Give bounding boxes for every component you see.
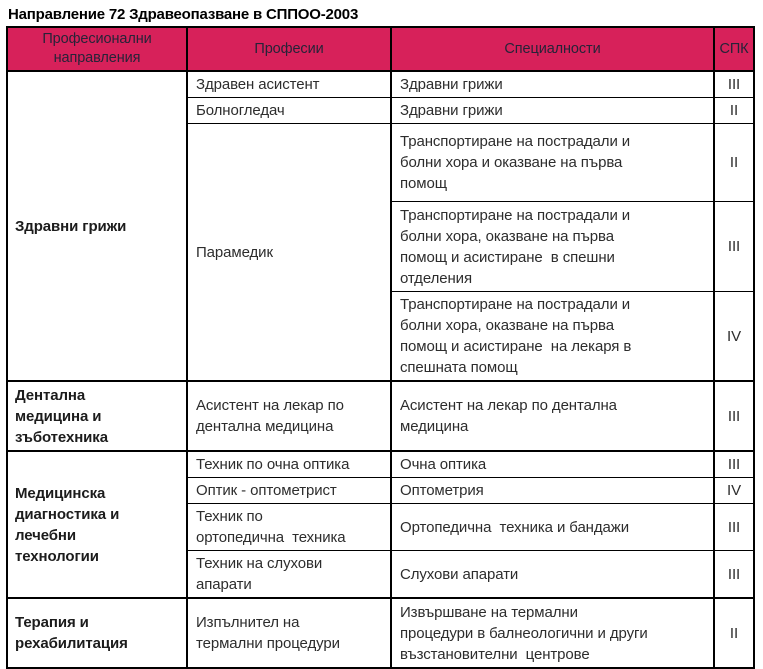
profession-cell: Техник на слухови апарати <box>187 551 391 599</box>
table-header <box>7 27 754 71</box>
profession-cell: Парамедик <box>187 124 391 382</box>
header-specialties: Специалности <box>391 27 714 71</box>
specialty-cell: Здравни грижи <box>391 98 714 124</box>
spk-cell: III <box>714 504 754 551</box>
specialty-cell: Оптометрия <box>391 478 714 504</box>
direction-cell: Дентална медицина и зъботехника <box>7 381 187 451</box>
header-professional-directions: Професионални направления <box>7 27 187 71</box>
header-spk: СПК <box>714 27 754 71</box>
spk-cell: II <box>714 98 754 124</box>
table-row <box>7 381 754 451</box>
spk-cell: II <box>714 598 754 668</box>
page-title: Направление 72 Здравеопазване в СППОО-2003 <box>8 6 359 23</box>
spk-cell: III <box>714 551 754 599</box>
specialty-cell: Транспортиране на пострадали и болни хора и оказване на първа помощ <box>391 124 714 202</box>
spk-cell: III <box>714 451 754 478</box>
direction-cell: Здравни грижи <box>7 71 187 381</box>
direction-cell: Терапия и рехабилитация <box>7 598 187 668</box>
spk-cell: IV <box>714 292 754 382</box>
profession-cell: Здравен асистент <box>187 71 391 98</box>
table-row <box>7 71 754 98</box>
spk-cell: III <box>714 202 754 292</box>
profession-cell: Техник по очна оптика <box>187 451 391 478</box>
table-body <box>7 71 754 668</box>
profession-cell: Изпълнител на термални процедури <box>187 598 391 668</box>
spk-cell: IV <box>714 478 754 504</box>
specialty-cell: Слухови апарати <box>391 551 714 599</box>
specialty-cell: Извършване на термални процедури в балнеологични и други възстановителни центрове <box>391 598 714 668</box>
profession-cell: Асистент на лекар по дентална медицина <box>187 381 391 451</box>
specialty-cell: Асистент на лекар по дентална медицина <box>391 381 714 451</box>
header-professions: Професии <box>187 27 391 71</box>
specialty-cell: Очна оптика <box>391 451 714 478</box>
profession-cell: Оптик - оптометрист <box>187 478 391 504</box>
profession-cell: Техник по ортопедична техника <box>187 504 391 551</box>
profession-cell: Болногледач <box>187 98 391 124</box>
table-row <box>7 598 754 668</box>
spk-cell: II <box>714 124 754 202</box>
specialty-cell: Транспортиране на пострадали и болни хора, оказване на първа помощ и асистиране в спешни отделения <box>391 202 714 292</box>
directions-table <box>6 26 755 669</box>
spk-cell: III <box>714 71 754 98</box>
direction-cell: Медицинска диагностика и лечебни технологии <box>7 451 187 598</box>
specialty-cell: Транспортиране на пострадали и болни хора, оказване на първа помощ и асистиране на лекаря в спешната помощ <box>391 292 714 382</box>
specialty-cell: Здравни грижи <box>391 71 714 98</box>
spk-cell: III <box>714 381 754 451</box>
table-row <box>7 451 754 478</box>
header-row <box>7 27 754 71</box>
specialty-cell: Ортопедична техника и бандажи <box>391 504 714 551</box>
